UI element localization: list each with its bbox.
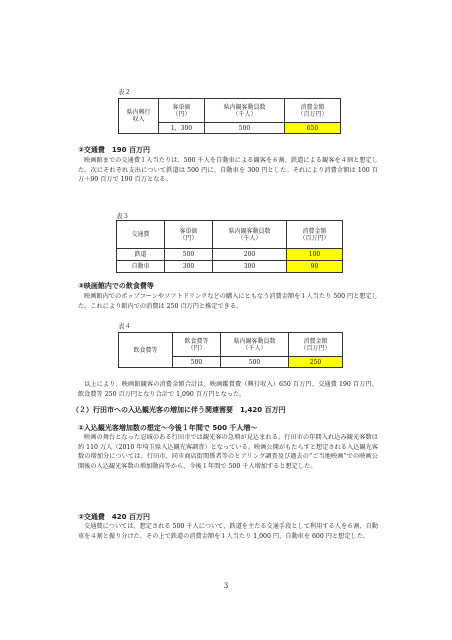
table4-row-label: 飲食費等 — [119, 333, 173, 368]
transport-heading: ②交通費 190 百万円 — [78, 146, 150, 154]
table2-cell-unit-price: 1，300 — [159, 123, 205, 134]
food-paragraph: 映画館内でのポップコーンやソフトドリンクなどの購入にともなう消費金額を１人当たり 500 円と想定した。これにより館内での消費は 250 百万円と推定できる。 — [78, 293, 378, 310]
section-2-heading: （２）行田市への入込観光客の増加に伴う関連需要 1,420 百万円 — [72, 406, 286, 414]
summary-paragraph: 以上により、映画館観客の消費金額合計は、映画鑑賞費（興行収入）650 百万円、交通費 190 百万円、飲食費等 250 百万円となり合計で 1,090 百万円となった。 — [78, 381, 378, 398]
table3-caption: 表３ — [116, 212, 129, 220]
table2 — [118, 98, 341, 134]
table3-car-unit-price: 300 — [165, 261, 213, 273]
transport-paragraph: 映画館までの交通費１人当たりは、500 千人を自動車による観客を６割、鉄道による観客を４割と想定した。次にそれぞれ支出について鉄道は 500 円に、自動車を 300 円とした。それにより消費金額は 100 百万＋90 百万で 190 百万となる。 — [78, 157, 378, 183]
table4-header-amount: 消費金額 （百万円） — [289, 333, 343, 357]
table4-caption: 表４ — [118, 322, 131, 330]
table3-car-amount: 90 — [287, 261, 343, 273]
visitor-transport-paragraph: 交通費については、想定される 500 千人について、鉄道を主たる交通手段として利用する人を６割、自動車を４割と振り分けた。その上で鉄道の消費金額を１人当たり 1,000 円、自動車を 600 円と想定した。 — [78, 523, 378, 540]
table3-row-car-label: 自動車 — [117, 261, 165, 273]
table3-row-car — [117, 261, 343, 273]
table4-header-food: 飲食費等 （円） — [173, 333, 221, 357]
table3-row-label: 交通費 — [117, 221, 165, 249]
table2-cell-amount: 650 — [285, 123, 341, 134]
table2-row-label: 県内興行 収入 — [119, 99, 159, 134]
table3-rail-unit-price: 500 — [165, 249, 213, 261]
table3-header-amount: 消費金額 （百万円） — [287, 221, 343, 249]
table3-rail-attendance: 200 — [213, 249, 287, 261]
table3-car-attendance: 300 — [213, 261, 287, 273]
table2-header-amount: 消費金額 （百万円） — [285, 99, 341, 123]
table4 — [118, 332, 343, 368]
food-heading: ③映画館内での飲食費等 — [78, 282, 154, 290]
page-number: 3 — [223, 582, 229, 590]
visitor-transport-heading: ②交通費 420 百万円 — [78, 513, 150, 521]
table3-header-unit-price: 客単価 （円） — [165, 221, 213, 249]
table2-header-attendance: 県内観客動員数 （千人） — [205, 99, 285, 123]
table3-row-rail — [117, 249, 343, 261]
table2-cell-attendance: 500 — [205, 123, 285, 134]
table4-cell-food: 500 — [173, 357, 221, 368]
visitor-increase-heading: ①入込観光客増加数の想定～今後１年間で 500 千人増～ — [78, 424, 258, 432]
table3-row-rail-label: 鉄道 — [117, 249, 165, 261]
table3-header-attendance: 県内観客動員数 （千人） — [213, 221, 287, 249]
table3 — [116, 220, 343, 273]
table3-rail-amount: 100 — [287, 249, 343, 261]
table4-cell-attendance: 500 — [221, 357, 289, 368]
table4-header-attendance: 県内観客動員数 （千人） — [221, 333, 289, 357]
table2-header-unit-price: 客単価 （円） — [159, 99, 205, 123]
visitor-increase-paragraph: 映画の舞台となった忍城のある行田市では観光客の急増が見込まれる。行田市の年間入れ込み観光客数は約 110 万人（2010 年埼玉県入込観光客調査）となっている。映画公開がもたらすと想定される入込観光客数の増加分については、行田市、同市商店街関係者等のヒアリング調査及び過去の“ご当地映画”での映画公開後の入込観光客数の増加動向等から、今後１年間で 500 千人増加すると想定した。 — [78, 434, 378, 470]
table4-cell-amount: 250 — [289, 357, 343, 368]
table2-caption: 表２ — [118, 88, 131, 96]
